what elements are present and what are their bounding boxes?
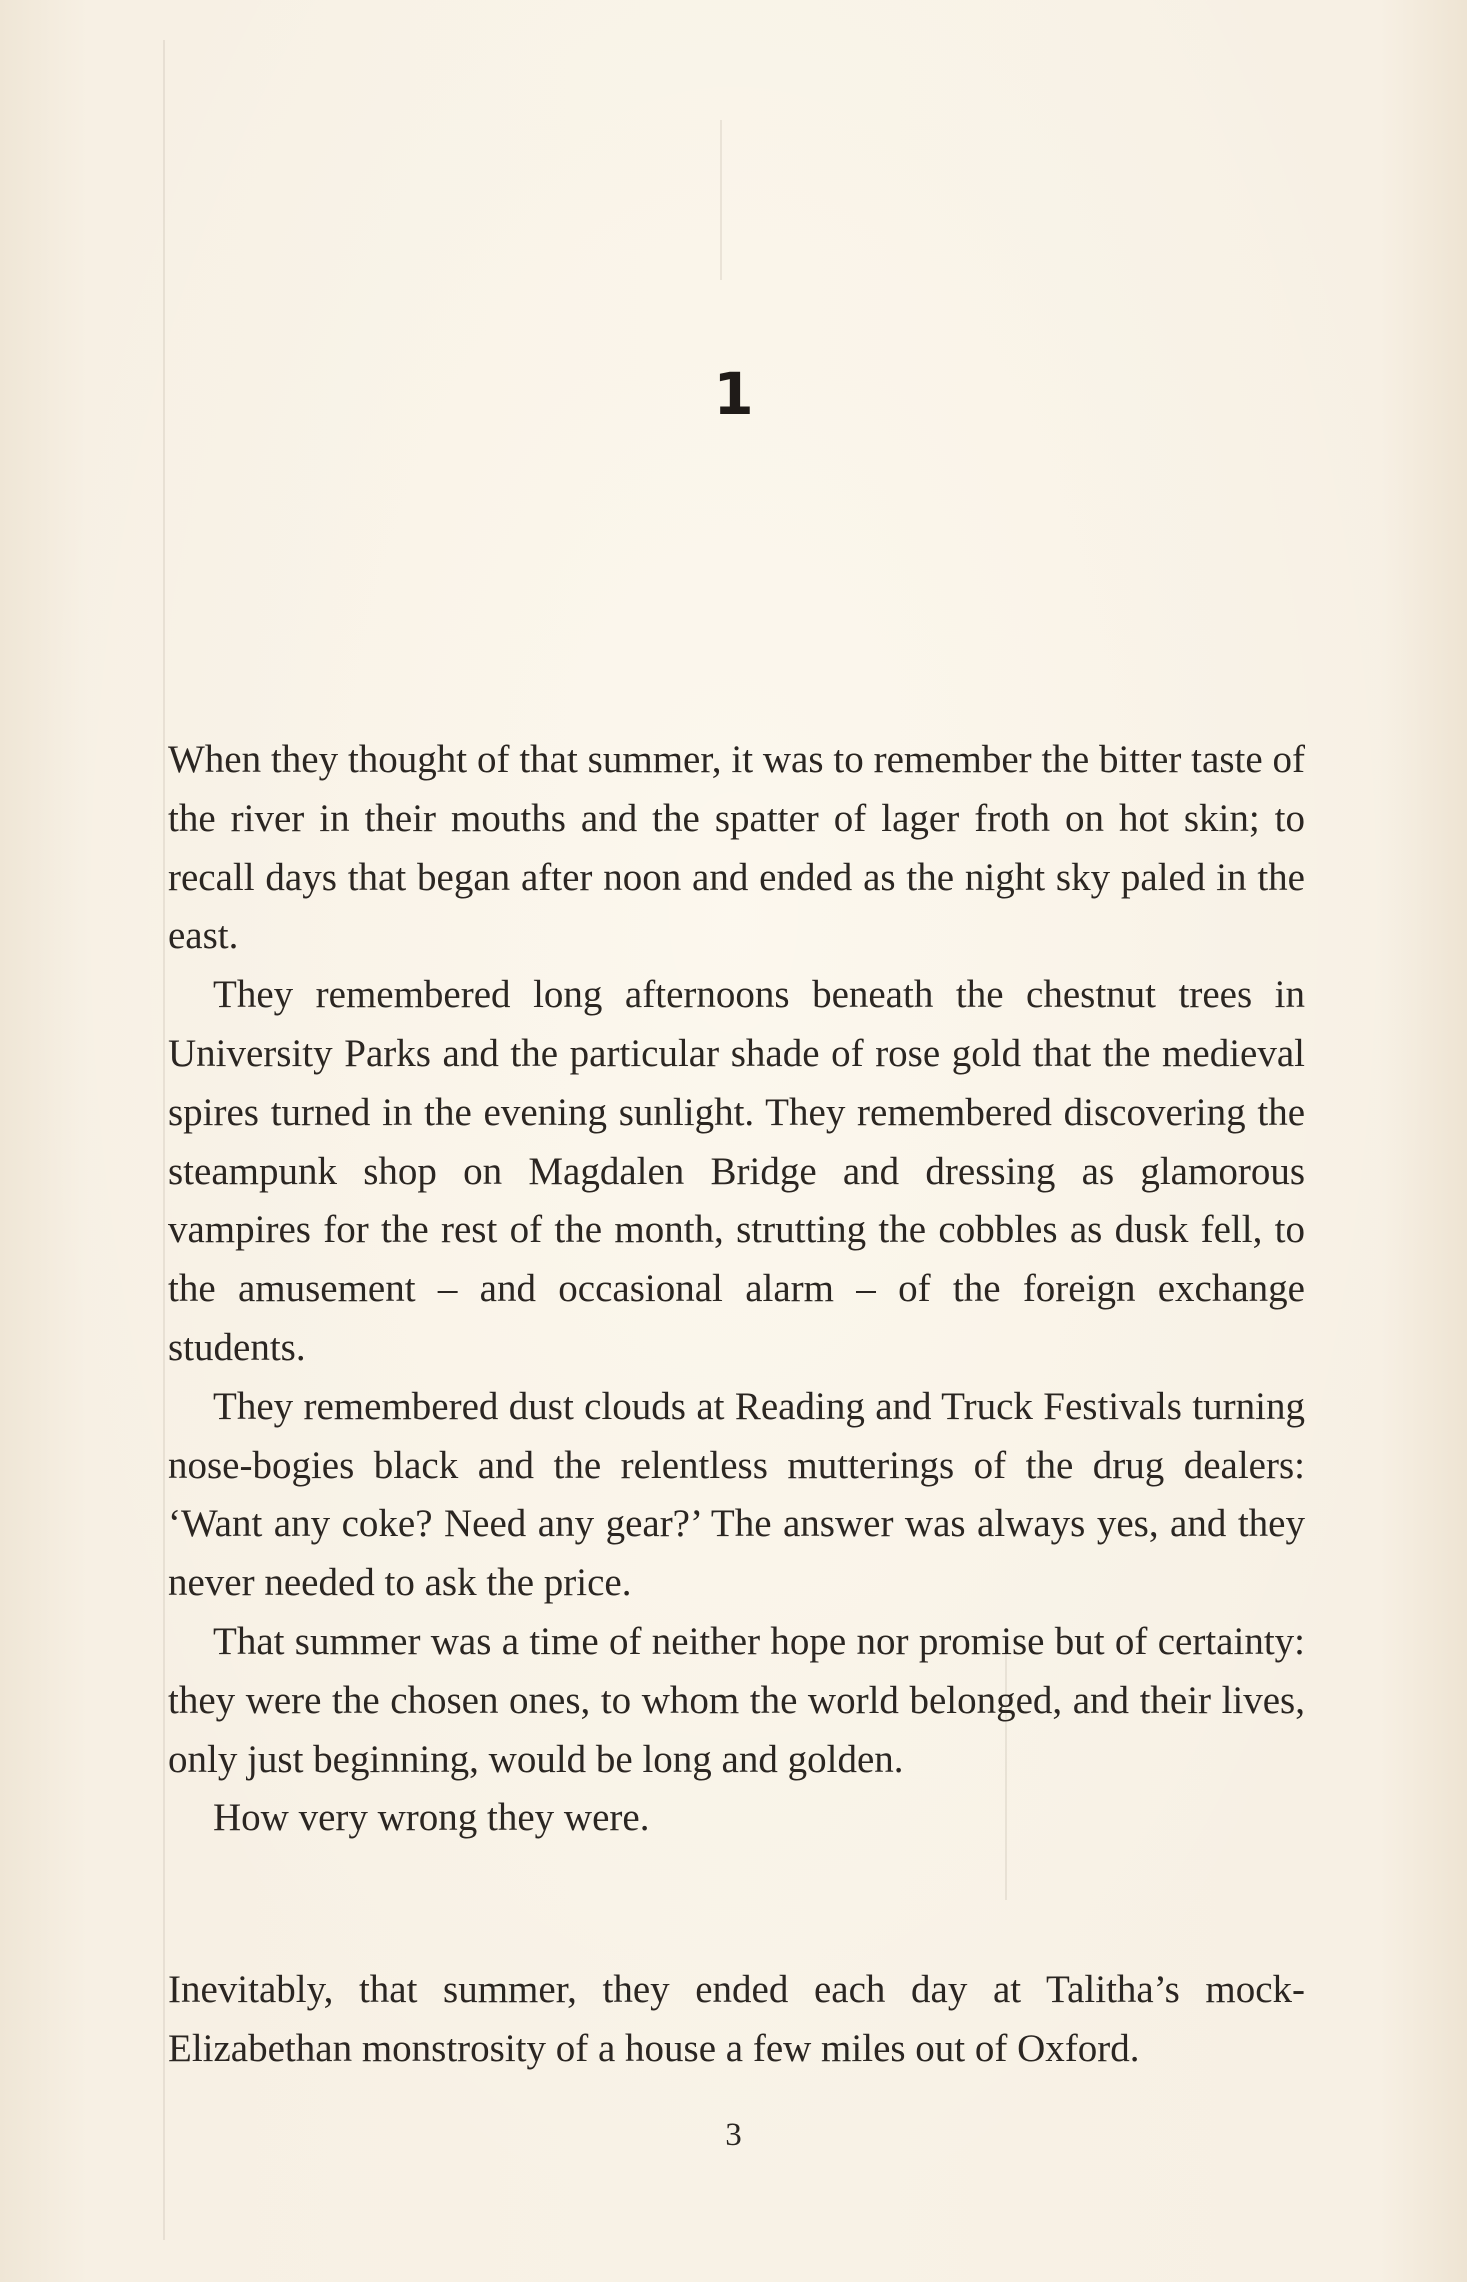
page-number: 3 [725, 2117, 742, 2153]
section-one [168, 731, 1305, 1848]
paragraph-4: That summer was a time of neither hope nor promise but of certainty: they were the chosen ones, to whom the world belonged, and their lives, only just beginning, would be long and golden. [168, 1619, 1305, 1781]
paragraph-5: How very wrong they were. [213, 1796, 650, 1840]
paragraph-3: They remembered dust clouds at Reading and Truck Festivals turning nose-bogies black and the relentless mutterings of the drug dealers: ‘Want any coke? Need any gear?’ The answer was always yes, and they never needed to ask the price. [168, 1384, 1305, 1605]
paragraph-2: They remembered long afternoons beneath the chestnut trees in University Parks and the particular shade of rose gold that the medieval spires turned in the evening sunlight. They remembered discovering the steampunk shop on Magdalen Bridge and dressing as glamorous vampires for the rest of the month, strutting the cobbles as dusk fell, to the amusement – and occasional alarm – of the foreign exchange students. [168, 973, 1305, 1369]
chapter-number: 1 [713, 360, 754, 428]
paragraph-6: Inevitably, that summer, they ended each day at Talitha’s mock-Elizabethan monstrosity of a house a few miles out of Oxford. [168, 1968, 1305, 2070]
page-crease-top [720, 120, 722, 280]
paragraph-1: When they thought of that summer, it was to remember the bitter taste of the river in their mouths and the spatter of lager froth on hot skin; to recall days that began after noon and ended as the night sky paled in the east. [168, 738, 1305, 958]
section-two [168, 1961, 1305, 2079]
